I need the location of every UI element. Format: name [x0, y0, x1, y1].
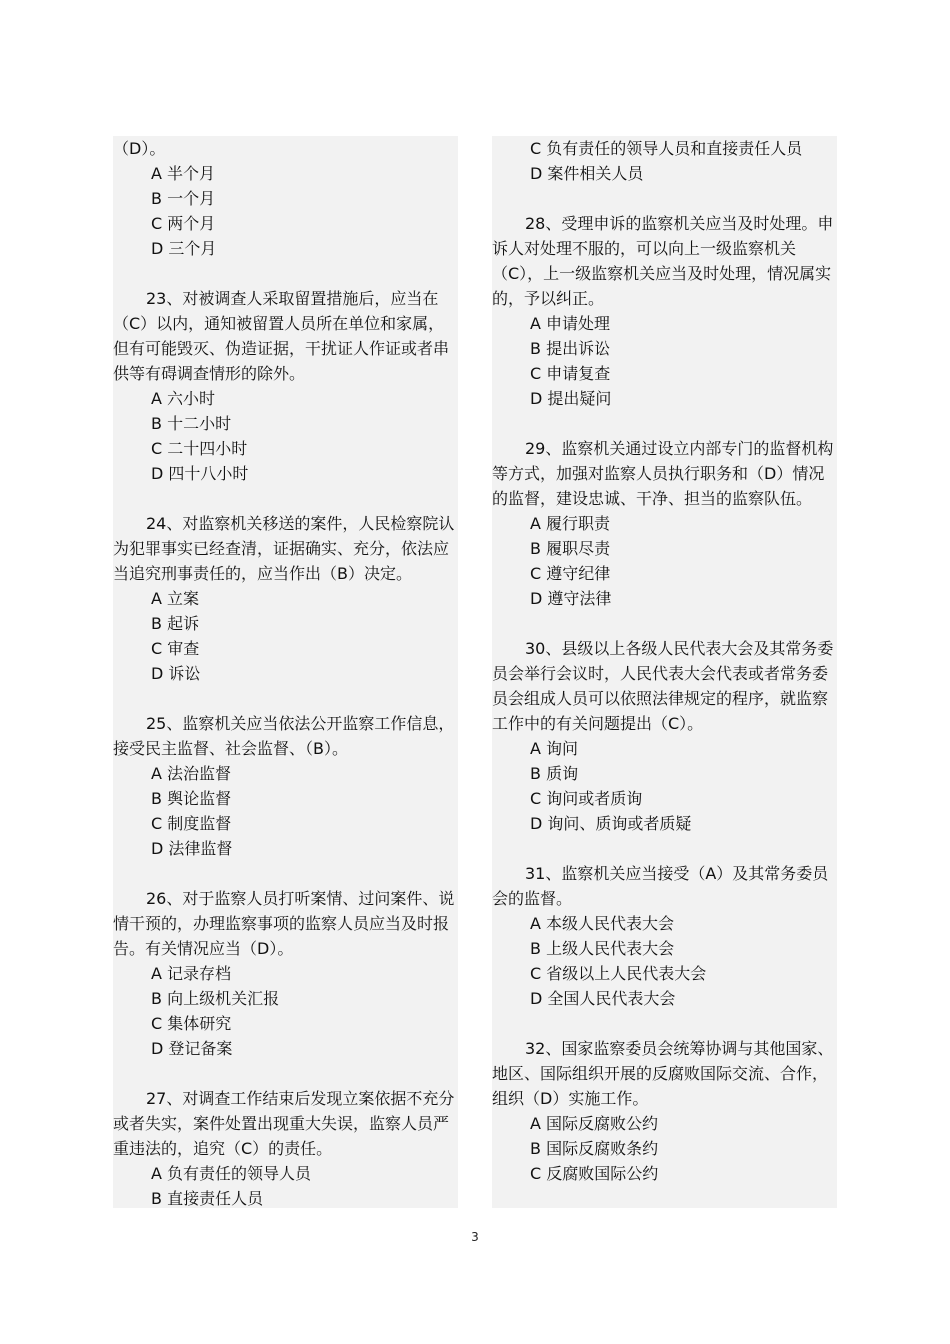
option: C 审查	[151, 639, 200, 658]
option: D 法律监督	[151, 839, 233, 858]
option: C 询问或者质询	[530, 789, 643, 808]
option: A 询问	[530, 739, 579, 758]
option: C 两个月	[151, 214, 216, 233]
option: D 全国人民代表大会	[530, 989, 676, 1008]
question-27: 27、对调查工作结束后发现立案依据不充分或者失实，案件处置出现重大失误，监察人员严重违法的，追究（C）的责任。	[113, 1089, 455, 1158]
option: B 向上级机关汇报	[151, 989, 280, 1008]
option: A 国际反腐败公约	[530, 1114, 659, 1133]
option: B 国际反腐败条约	[530, 1139, 659, 1158]
option: A 申请处理	[530, 314, 611, 333]
option: C 遵守纪律	[530, 564, 611, 583]
left-column	[113, 136, 458, 1208]
question-24-options	[113, 586, 458, 686]
option: A 本级人民代表大会	[530, 914, 675, 933]
option: B 质询	[530, 764, 579, 783]
option: A 记录存档	[151, 964, 232, 983]
option: C 申请复查	[530, 364, 611, 383]
option: A 立案	[151, 589, 200, 608]
page-number: 3	[471, 1230, 479, 1244]
question-30-options	[492, 736, 837, 836]
question-31: 31、监察机关应当接受（A）及其常务委员会的监督。	[492, 864, 829, 908]
question-23: 23、对被调查人采取留置措施后，应当在（C）以内，通知被留置人员所在单位和家属，但有可能毁灭、伪造证据，干扰证人作证或者串供等有碍调查情形的除外。	[113, 289, 450, 383]
question-25: 25、监察机关应当依法公开监察工作信息，接受民主监督、社会监督、（B）。	[113, 714, 455, 758]
question-26-options	[113, 961, 458, 1061]
question-29-options	[492, 511, 837, 611]
option: B 上级人民代表大会	[530, 939, 675, 958]
question-29: 29、监察机关通过设立内部专门的监督机构等方式，加强对监察人员执行职务和（D）情况的监督，建设忠诚、干净、担当的监察队伍。	[492, 439, 834, 508]
option: C 二十四小时	[151, 439, 248, 458]
option: D 四十八小时	[151, 464, 249, 483]
question-27-options-continued	[492, 136, 837, 186]
option: B 一个月	[151, 189, 216, 208]
option: C 反腐败国际公约	[530, 1164, 659, 1183]
question-28-options	[492, 311, 837, 411]
option: B 直接责任人员	[151, 1189, 264, 1208]
question-31-options	[492, 911, 837, 1011]
option: B 起诉	[151, 614, 200, 633]
question-23-options	[113, 386, 458, 486]
option: B 提出诉讼	[530, 339, 611, 358]
option: B 舆论监督	[151, 789, 232, 808]
option: C 集体研究	[151, 1014, 232, 1033]
question-30: 30、县级以上各级人民代表大会及其常务委员会举行会议时，人民代表大会代表或者常务委员会组成人员可以依照法律规定的程序，就监察工作中的有关问题提出（C）。	[492, 639, 834, 733]
question-25-options	[113, 761, 458, 861]
option: A 负有责任的领导人员	[151, 1164, 312, 1183]
question-26: 26、对于监察人员打听案情、过问案件、说情干预的，办理监察事项的监察人员应当及时报告。有关情况应当（D）。	[113, 889, 455, 958]
question-32: 32、国家监察委员会统筹协调与其他国家、地区、国际组织开展的反腐败国际交流、合作，组织（D）实施工作。	[492, 1039, 834, 1108]
option: C 负有责任的领导人员和直接责任人员	[530, 139, 803, 158]
option: C 省级以上人民代表大会	[530, 964, 707, 983]
question-28: 28、受理申诉的监察机关应当及时处理。申诉人对处理不服的，可以向上一级监察机关（C），上一级监察机关应当及时处理，情况属实的，予以纠正。	[492, 214, 834, 308]
question-22-tail: （D）。	[113, 139, 166, 158]
question-32-options	[492, 1111, 837, 1186]
option: A 履行职责	[530, 514, 611, 533]
option: C 制度监督	[151, 814, 232, 833]
question-24: 24、对监察机关移送的案件，人民检察院认为犯罪事实已经查清，证据确实、充分，依法应当追究刑事责任的，应当作出（B）决定。	[113, 514, 455, 583]
right-column	[492, 136, 837, 1208]
option: D 诉讼	[151, 664, 201, 683]
option: D 遵守法律	[530, 589, 612, 608]
option: D 提出疑问	[530, 389, 612, 408]
question-22-options	[113, 161, 458, 261]
option: B 十二小时	[151, 414, 232, 433]
option: A 六小时	[151, 389, 216, 408]
option: D 询问、质询或者质疑	[530, 814, 692, 833]
option: D 三个月	[151, 239, 217, 258]
option: B 履职尽责	[530, 539, 611, 558]
question-27-options	[113, 1161, 458, 1211]
option: D 登记备案	[151, 1039, 233, 1058]
option: A 法治监督	[151, 764, 232, 783]
option: A 半个月	[151, 164, 216, 183]
option: D 案件相关人员	[530, 164, 644, 183]
